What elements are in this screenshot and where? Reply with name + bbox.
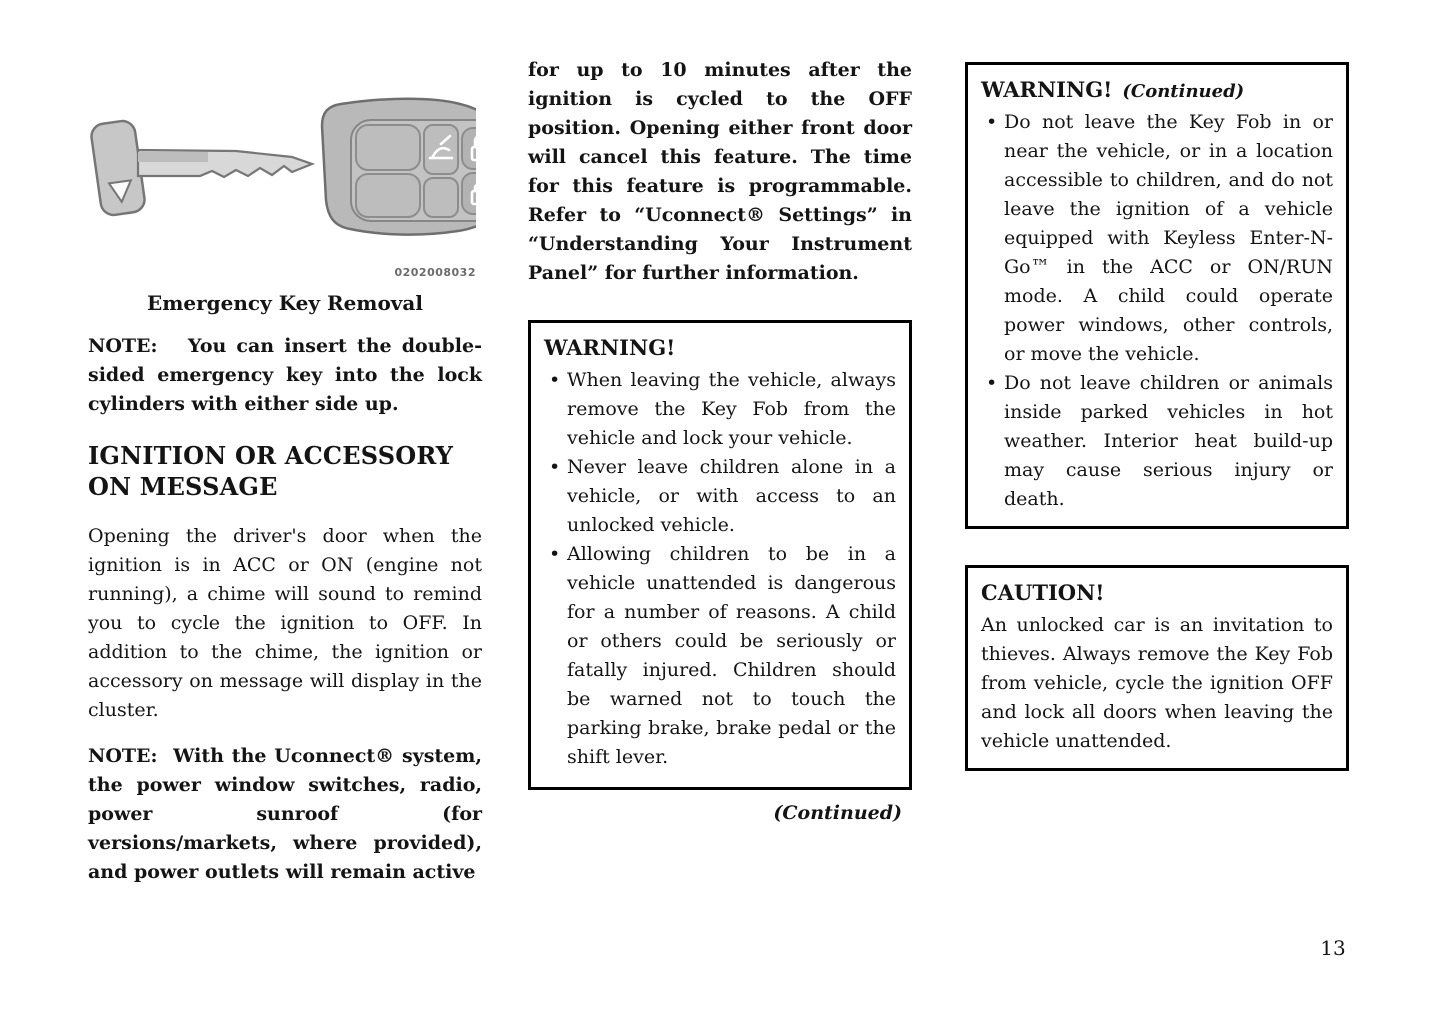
key-fob-illustration: [88, 92, 476, 264]
middle-column: [528, 56, 912, 824]
warning-continued-box: [965, 62, 1349, 529]
fob-button-top-left: [356, 125, 420, 170]
warning-bullet: • Allowing children to be in a vehicle unattended is dangerous for a number of reasons. A child or others could be seriously or fatally injured. Children should be warned not to touch the parking brake, brake pedal or the shift lever.: [544, 540, 896, 772]
warning-box: [528, 320, 912, 790]
warning-continued-bullet-list: [981, 108, 1333, 514]
warning-title-text: WARNING!: [981, 77, 1113, 102]
warning-continued-label: (Continued): [1122, 81, 1245, 102]
caution-body: An unlocked car is an invitation to thieves. Always remove the Key Fob from vehicle, cycle the ignition OFF and lock all doors when leaving the vehicle unattended.: [981, 614, 1333, 752]
right-column: [965, 62, 1349, 771]
caution-box: [965, 565, 1349, 771]
emergency-key-figure: [88, 92, 482, 315]
page-number: 13: [1320, 936, 1346, 960]
warning-bullet: • Never leave children alone in a vehicle, or with access to an unlocked vehicle.: [544, 453, 896, 540]
section-heading-ignition-message: IGNITION OR ACCESSORY ON MESSAGE: [88, 441, 454, 501]
note-uconnect: NOTE: With the Uconnect® system, the power window switches, radio, power sunroof (for versions/markets, where provided), and power outlets will remain active: [88, 745, 482, 883]
key-fob-image: [322, 99, 476, 235]
warning-continued-title: [981, 77, 1333, 102]
left-column: [88, 92, 482, 887]
continued-note: (Continued): [773, 802, 902, 824]
figure-caption: Emergency Key Removal: [147, 291, 423, 315]
warning-title: WARNING!: [544, 335, 676, 360]
fob-button-bottom-left: [356, 174, 420, 217]
caution-title: CAUTION!: [981, 580, 1105, 605]
warning-bullet-list: [544, 366, 896, 772]
warning-bullet: • When leaving the vehicle, always remove the Key Fob from the vehicle and lock your vehicle.: [544, 366, 896, 453]
fob-unlock-button: [462, 128, 476, 169]
warning-bullet: • Do not leave the Key Fob in or near the vehicle, or in a location accessible to children, and do not leave the ignition of a vehicle equipped with Keyless Enter-N-Go™ in the ACC or ON/RUN mode. A child could operate power windows, other controls, or move the vehicle.: [981, 108, 1333, 369]
emergency-key-image: [90, 119, 312, 216]
fob-lock-button: [462, 173, 476, 214]
intro-paragraph: for up to 10 minutes after the ignition is cycled to the OFF position. Opening either front door will cancel this feature. The time for this feature is programmable. Refer to “Uconnect® Settings” in “Understanding Your Instrument Panel” for further information.: [528, 59, 912, 284]
ignition-message-paragraph: Opening the driver's door when the ignition is in ACC or ON (engine not running), a chime will sound to remind you to cycle the ignition to OFF. In addition to the chime, the ignition or accessory on message will display in the cluster.: [88, 525, 482, 721]
figure-code: 0202008032: [394, 266, 476, 279]
note-emergency-key: NOTE: You can insert the double-sided emergency key into the lock cylinders with either side up.: [88, 335, 482, 415]
warning-bullet: • Do not leave children or animals inside parked vehicles in hot weather. Interior heat build-up may cause serious injury or death.: [981, 369, 1333, 514]
